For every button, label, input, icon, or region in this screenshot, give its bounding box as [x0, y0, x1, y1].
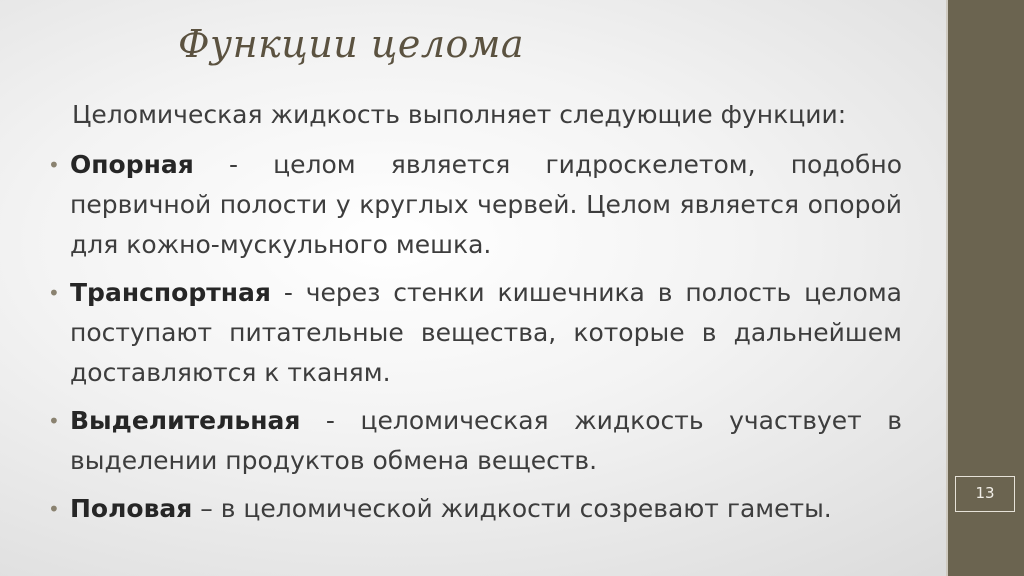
- list-item: [48, 401, 902, 481]
- bullet-icon: •: [48, 409, 60, 433]
- item-text: - целомическая жидкость участвует в выделении продуктов обмена веществ.: [70, 406, 902, 475]
- intro-text: Целомическая жидкость выполняет следующие функции:: [72, 100, 847, 129]
- item-term: Опорная: [70, 150, 194, 179]
- functions-list: [48, 145, 902, 537]
- slide-title: Функции целома: [178, 22, 525, 66]
- page-number: 13: [955, 476, 1015, 512]
- item-term: Половая: [70, 494, 193, 523]
- list-item: [48, 273, 902, 393]
- list-item: [48, 489, 902, 529]
- item-term: Транспортная: [70, 278, 271, 307]
- item-text: - через стенки кишечника в полость целома поступают питательные вещества, которые в дальнейшем доставляются к тканям.: [70, 278, 902, 387]
- list-item: [48, 145, 902, 265]
- bullet-icon: •: [48, 281, 60, 305]
- bullet-icon: •: [48, 153, 60, 177]
- item-term: Выделительная: [70, 406, 301, 435]
- item-text: – в целомической жидкости созревают гаметы.: [192, 494, 832, 523]
- bullet-icon: •: [48, 497, 60, 521]
- item-text: - целом является гидроскелетом, подобно первичной полости у круглых червей. Целом является опорой для кожно-мускульного мешка.: [70, 150, 902, 259]
